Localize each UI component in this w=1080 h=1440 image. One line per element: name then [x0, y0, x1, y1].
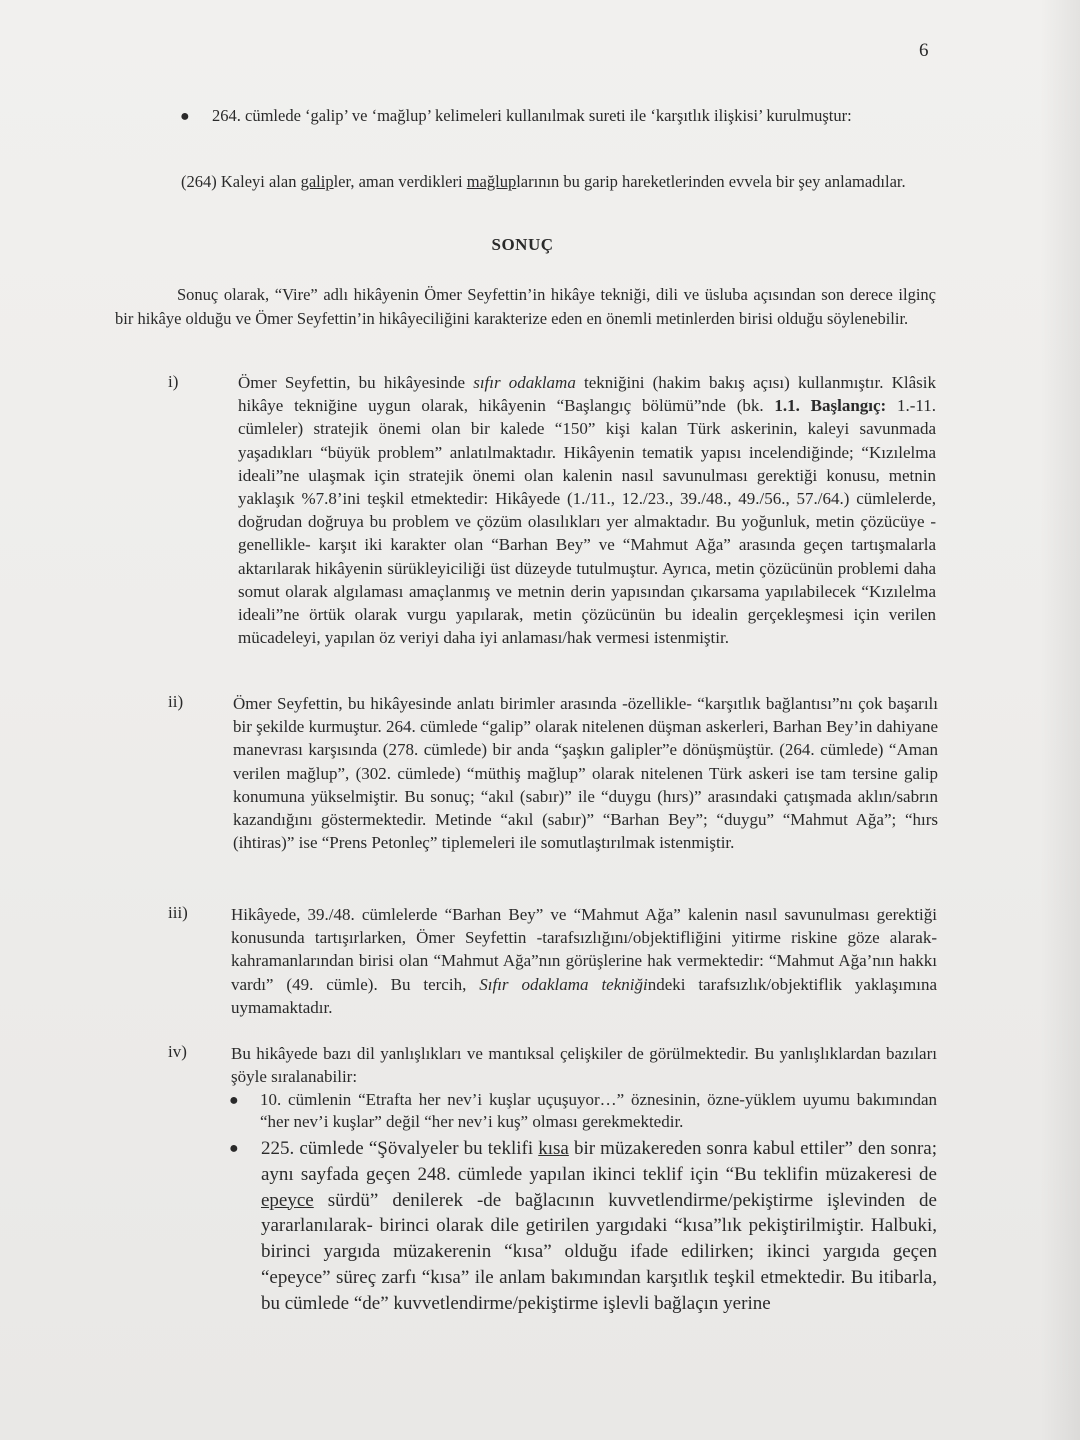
- list-item-iv: Bu hikâyede bazı dil yanlışlıkları ve mantıksal çelişkiler de görülmektedir. Bu yanlışlıklardan bazıları şöyle sıralanabilir:: [231, 1044, 937, 1087]
- sub-bullet-1: 10. cümlenin “Etrafta her nev’i kuşlar uçuşuyor…” öznesinin, özne-yüklem uyumu bakımından “her nev’i kuşlar” değil “her nev’i kuş” olması gerekmektedir.: [260, 1090, 937, 1131]
- bullet-icon: ●: [180, 108, 190, 125]
- list-item-i: Ömer Seyfettin, bu hikâyesinde sıfır odaklama tekniğini (hakim bakış açısı) kullanmıştır. Klâsik hikâye tekniğine uygun olarak, hikâyenin “Başlangıç bölümü”nde (bk. 1.1. Başlangıç: 1.-11. cümleler) stratejik önemi olan bir kalede “150” kişi kalan Türk askerinin, kaleyi savunmada yaşadıkları “büyük problem” anlatılmaktadır. Hikâyenin tematik yapısı incelendiğinde; “Kızılelma ideali”ne ulaşmak için stratejik önemi olan kalenin nasıl savunulması gerektiği konusu, metnin yaklaşık %7.8’ini teşkil etmektedir: Hikâyede (1./11., 12./23., 39./48., 49./56., 57./64.) cümlelerde, doğrudan doğruya bu problem ve çözüm olasılıkları yer almaktadır. Bu yoğunluk, metin çözücüye -genellikle- karşıt iki karakter olan “Barhan Bey” ve “Mahmut Ağa” arasında geçen tartışmalarla aktarılarak hikâyenin sürükleyiciliği üst düzeyde tutulmuştur. Ayrıca, metin çözücünün problemi daha somut olarak algılaması amaçlanmış ve metnin derin yapısından çıkarsama yapılabilecek “Kızılelma ideali”ne örtük olarak vurgu yapılarak, metin çözücünün bu idealin gerçekleşmesi için verilen mücadeleyi, yapılan öz veriyi daha iyi anlaması/hak vermesi istenmiştir.: [238, 373, 937, 648]
- list-number-ii: ii): [168, 692, 184, 711]
- section-title: SONUÇ: [491, 235, 554, 254]
- page-shadow: [1040, 0, 1080, 1440]
- intro-bullet-text: 264. cümlede ‘galip’ ve ‘mağlup’ kelimeleri kullanılmak sureti ile ‘karşıtlık ilişkisi’ kurulmuştur:: [212, 106, 852, 125]
- list-number-iii: iii): [168, 903, 188, 922]
- example-quote: (264) Kaleyi alan galipler, aman verdikleri mağluplarının bu garip hareketlerinden evvela bir şey anlamadılar.: [181, 172, 906, 191]
- list-number-iv: iv): [168, 1042, 187, 1061]
- list-item-iii: Hikâyede, 39./48. cümlelerde “Barhan Bey” ve “Mahmut Ağa” kalenin nasıl savunulması gerektiği konusunda tartışırlarken, Ömer Seyfettin -tarafsızlığını/objektifliğini yitirme riskine göze alarak- kahramanlarından birisi olan “Mahmut Ağa”nın görüşlerine hak vermektedir: “Mahmut Ağa’nın hakkı vardı” (49. cümle). Bu tercih, Sıfır odaklama tekniğindeki tarafsızlık/objektiflik yaklaşımına uymamaktadır.: [231, 905, 937, 1017]
- bullet-icon: ●: [229, 1092, 239, 1109]
- page-number: 6: [919, 40, 929, 61]
- list-number-i: i): [168, 372, 179, 391]
- conclusion-intro-paragraph: Sonuç olarak, “Vire” adlı hikâyenin Ömer Seyfettin’in hikâye tekniği, dili ve üsluba açısından son derece ilginç bir hikâye olduğu ve Ömer Seyfettin’in hikâyeciliğini karakterize eden en önemli metinlerden birisi olduğu söylenebilir.: [115, 285, 936, 328]
- bullet-icon: ●: [229, 1140, 239, 1157]
- list-item-ii: Ömer Seyfettin, bu hikâyesinde anlatı birimler arasında -özellikle- “karşıtlık bağlantısı”nı çok başarılı bir şekilde kurmuştur. 264. cümlede “galip” olarak nitelenen düşman askerleri, Barhan Bey’in dahiyane manevrası karşısında (278. cümlede) bir anda “şaşkın galipler”e dönüşmüştür. (264. cümlede) “Aman verilen mağlup”, (302. cümlede) “müthiş mağlup” olarak nitelenen Türk askeri ise tam tersine galip konumuna yükselmiştir. Bu sonuç; “akıl (sabır)” ile “duygu (hırs)” arasındaki çatışmada aklın/sabrın kazandığını göstermektedir. Metinde “akıl (sabır)” “Barhan Bey”; “duygu” “Mahmut Ağa”; “hırs (ihtiras)” ise “Prens Petonleç” tiplemeleri ile somutlaştırılmak istenmiştir.: [233, 694, 938, 853]
- sub-bullet-2: 225. cümlede “Şövalyeler bu teklifi kısa bir müzakereden sonra kabul ettiler” den sonra; aynı sayfada geçen 248. cümlede yapılan ikinci teklif için “Bu teklifin müzakeresi de epeyce sürdü” denilerek -de bağlacının kuvvetlendirme/pekiştirme işlevinden de yararlanılarak- birinci olarak dile getirilen yargıdaki “kısa”lık pekiştirilmiştir. Halbuki, birinci yargıda müzakerenin “kısa” olduğu ifade edilirken; ikinci yargıda geçen “epeyce” süreç zarfı “kısa” ile anlam bakımından karşıtlık teşkil etmektedir. Bu itibarla, bu cümlede “de” kuvvetlendirme/pekiştirme işlevli bağlaçın yerine: [261, 1138, 937, 1314]
